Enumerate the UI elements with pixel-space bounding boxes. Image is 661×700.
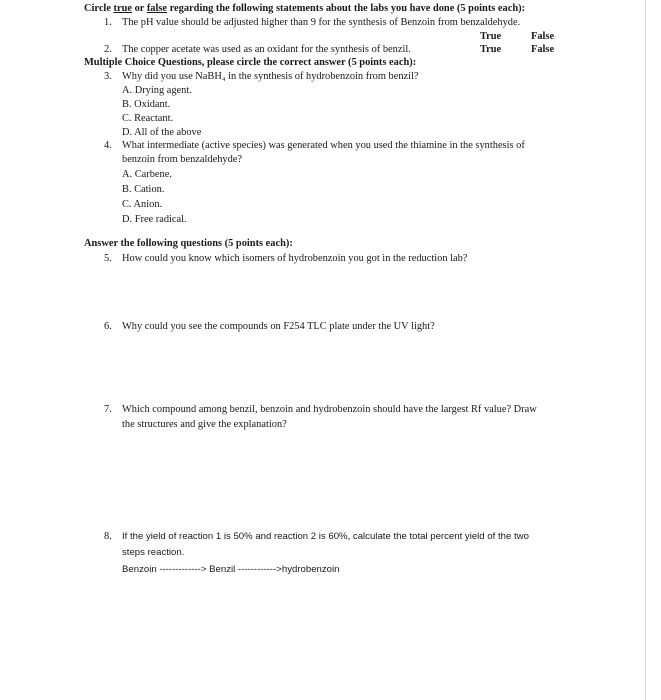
q1-number: 1.: [104, 17, 112, 28]
short-answer-heading: Answer the following questions (5 points each):: [84, 238, 293, 249]
heading-true: true: [113, 3, 132, 14]
true-false-heading: [84, 3, 525, 15]
q7-text-line1: Which compound among benzil, benzoin and hydrobenzoin should have the largest Rf value? Draw: [122, 404, 537, 415]
q2-false-option[interactable]: False: [531, 44, 555, 55]
q4-option-d[interactable]: D. Free radical.: [122, 214, 187, 225]
q4-option-b[interactable]: B. Cation.: [122, 184, 165, 195]
page-edge-divider: [645, 0, 646, 700]
heading-rest: regarding the following statements about the labs you have done (5 points each):: [167, 3, 526, 14]
q1-text: The pH value should be adjusted higher than 9 for the synthesis of Benzoin from benzaldehyde.: [122, 17, 521, 28]
q2-number: 2.: [104, 44, 112, 55]
q7-number: 7.: [104, 404, 112, 415]
q5-text: How could you know which isomers of hydrobenzoin you got in the reduction lab?: [122, 253, 468, 264]
q3-option-b[interactable]: B. Oxidant.: [122, 99, 171, 110]
q6-text: Why could you see the compounds on F254 TLC plate under the UV light?: [122, 321, 435, 332]
q7-text-line2: the structures and give the explanation?: [122, 419, 287, 430]
q1-false-option[interactable]: False: [531, 31, 555, 42]
q4-option-a[interactable]: A. Carbene.: [122, 169, 172, 180]
q8-reaction-scheme: Benzoin -------------> Benzil ------------>hydrobenzoin: [122, 564, 340, 575]
q4-option-c[interactable]: C. Anion.: [122, 199, 163, 210]
q4-text-line2: benzoin from benzaldehyde?: [122, 154, 243, 165]
heading-false: false: [146, 3, 168, 14]
q3-number: 3.: [104, 71, 112, 82]
heading-prefix: Circle: [84, 3, 114, 14]
q4-number: 4.: [104, 140, 112, 151]
q5-number: 5.: [104, 253, 112, 264]
q8-number: 8.: [104, 531, 112, 542]
q1-true-option[interactable]: True: [480, 31, 502, 42]
q3-option-d[interactable]: D. All of the above: [122, 127, 202, 138]
q4-text-line1: What intermediate (active species) was generated when you used the thiamine in the synthesis of: [122, 140, 525, 151]
q2-true-option[interactable]: True: [480, 44, 502, 55]
q2-text: The copper acetate was used as an oxidant for the synthesis of benzil.: [122, 44, 411, 55]
q3-text: Why did you use NaBH₄ in the synthesis of hydrobenzoin from benzil?: [122, 71, 419, 82]
multiple-choice-heading: Multiple Choice Questions, please circle the correct answer (5 points each):: [84, 57, 417, 68]
q6-number: 6.: [104, 321, 112, 332]
q3-option-a[interactable]: A. Drying agent.: [122, 85, 192, 96]
q8-text-line2: steps reaction.: [122, 547, 185, 558]
q3-option-c[interactable]: C. Reactant.: [122, 113, 174, 124]
q8-text-line1: If the yield of reaction 1 is 50% and reaction 2 is 60%, calculate the total percent yield of the two: [122, 531, 529, 542]
heading-or: or: [132, 3, 147, 14]
